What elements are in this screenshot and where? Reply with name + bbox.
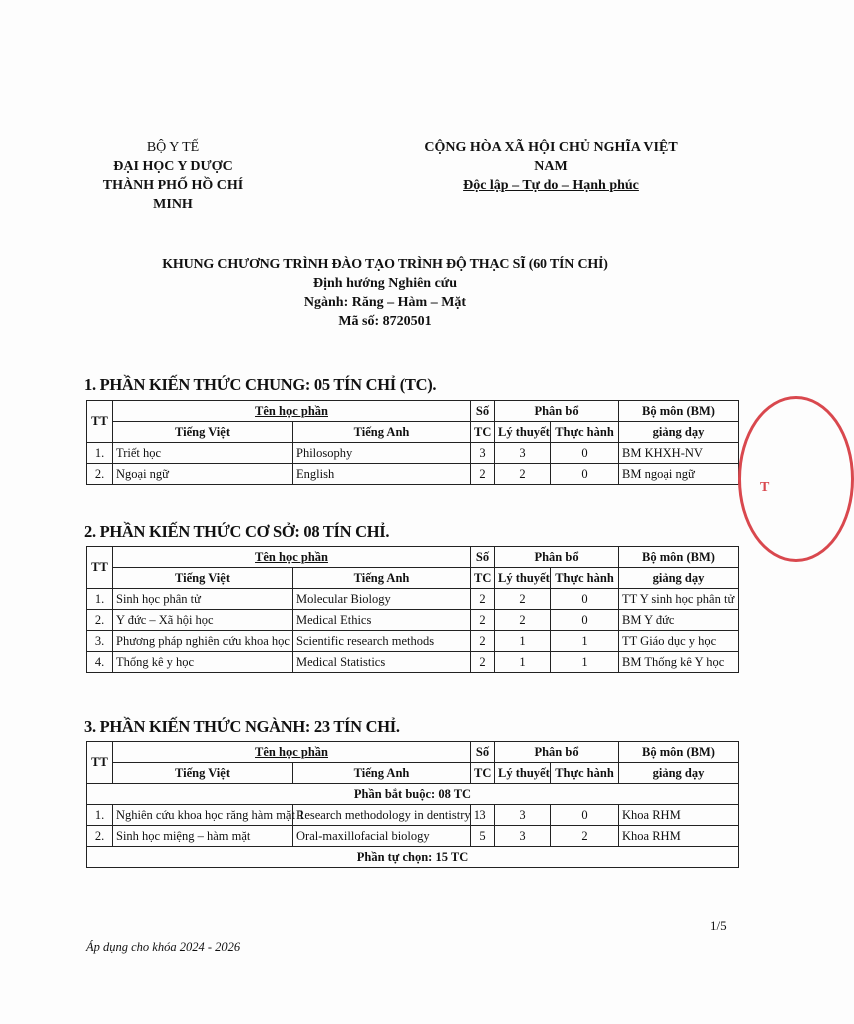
- row-tt: 2.: [87, 610, 113, 631]
- table-row: [87, 589, 739, 610]
- table-row: [87, 610, 739, 631]
- col-vietnamese-header: Tiếng Việt: [113, 422, 293, 443]
- col-tt-header: TT: [87, 547, 113, 589]
- row-lt: 3: [495, 443, 551, 464]
- header-ministry: [88, 138, 258, 214]
- row-lt: 3: [495, 805, 551, 826]
- row-en: Research methodology in dentistry 1: [293, 805, 471, 826]
- header-nation: [420, 138, 682, 195]
- row-tc: 3: [471, 443, 495, 464]
- row-lt: 2: [495, 610, 551, 631]
- col-practice-header: Thực hành: [551, 763, 619, 784]
- official-stamp: [738, 396, 854, 562]
- row-tt: 4.: [87, 652, 113, 673]
- col-english-header: Tiếng Anh: [293, 763, 471, 784]
- col-dept-header-1: Bộ môn (BM): [619, 742, 739, 763]
- nation-name: CỘNG HÒA XÃ HỘI CHỦ NGHĨA VIỆT NAM: [424, 140, 678, 174]
- required-part-row: [87, 784, 739, 805]
- row-lt: 2: [495, 589, 551, 610]
- row-tt: 2.: [87, 826, 113, 847]
- col-english-header: Tiếng Anh: [293, 422, 471, 443]
- row-tc: 5: [471, 826, 495, 847]
- row-vi: Nghiên cứu khoa học răng hàm mặt 1: [113, 805, 293, 826]
- row-vi: Y đức – Xã hội học: [113, 610, 293, 631]
- stamp-letter: T: [760, 480, 770, 495]
- row-dept: BM Y đức: [619, 610, 739, 631]
- row-vi: Ngoại ngữ: [113, 464, 293, 485]
- col-so-header: Số: [471, 742, 495, 763]
- elective-part-label: Phần tự chọn: 15 TC: [87, 847, 739, 868]
- col-dept-header-2: giảng dạy: [619, 422, 739, 443]
- row-th: 0: [551, 464, 619, 485]
- row-th: 0: [551, 610, 619, 631]
- col-tc-header: TC: [471, 568, 495, 589]
- row-tt: 2.: [87, 464, 113, 485]
- required-part-label: Phần bắt buộc: 08 TC: [87, 784, 739, 805]
- university-name: ĐẠI HỌC Y DƯỢC: [113, 159, 233, 174]
- col-allocation-header: Phân bổ: [495, 742, 619, 763]
- row-tc: 2: [471, 652, 495, 673]
- col-course-name-header: Tên học phần: [113, 742, 471, 763]
- row-tt: 1.: [87, 805, 113, 826]
- program-code: Mã số: 8720501: [338, 314, 432, 329]
- document-title-block: [150, 255, 620, 331]
- col-so-header: Số: [471, 401, 495, 422]
- row-tc: 3: [471, 805, 495, 826]
- row-dept: TT Y sinh học phân tử: [619, 589, 739, 610]
- col-dept-header-2: giảng dạy: [619, 763, 739, 784]
- col-practice-header: Thực hành: [551, 568, 619, 589]
- col-theory-header: Lý thuyết: [495, 763, 551, 784]
- elective-part-row: [87, 847, 739, 868]
- row-vi: Phương pháp nghiên cứu khoa học: [113, 631, 293, 652]
- col-dept-header-1: Bộ môn (BM): [619, 401, 739, 422]
- row-dept: TT Giáo dục y học: [619, 631, 739, 652]
- col-course-name-header: Tên học phần: [113, 547, 471, 568]
- row-tc: 2: [471, 589, 495, 610]
- row-dept: Khoa RHM: [619, 826, 739, 847]
- section-2-title: 2. PHẦN KIẾN THỨC CƠ SỞ: 08 TÍN CHỈ.: [84, 522, 390, 541]
- section-1-title: 1. PHẦN KIẾN THỨC CHUNG: 05 TÍN CHỈ (TC).: [84, 375, 437, 394]
- footer-note: Áp dụng cho khóa 2024 - 2026: [86, 940, 241, 954]
- col-tc-header: TC: [471, 422, 495, 443]
- row-dept: BM Thống kê Y học: [619, 652, 739, 673]
- col-theory-header: Lý thuyết: [495, 422, 551, 443]
- table-row: [87, 631, 739, 652]
- col-dept-header-1: Bộ môn (BM): [619, 547, 739, 568]
- row-vi: Triết học: [113, 443, 293, 464]
- table-row: [87, 826, 739, 847]
- table-row: [87, 652, 739, 673]
- university-city: THÀNH PHỐ HỒ CHÍ MINH: [102, 178, 244, 212]
- section-2-table: [86, 546, 739, 673]
- col-allocation-header: Phân bổ: [495, 401, 619, 422]
- nation-motto: Độc lập – Tự do – Hạnh phúc: [463, 178, 639, 193]
- row-vi: Thống kê y học: [113, 652, 293, 673]
- row-tt: 3.: [87, 631, 113, 652]
- row-lt: 2: [495, 464, 551, 485]
- col-tt-header: TT: [87, 401, 113, 443]
- col-vietnamese-header: Tiếng Việt: [113, 568, 293, 589]
- col-course-name-header: Tên học phần: [113, 401, 471, 422]
- row-dept: BM KHXH-NV: [619, 443, 739, 464]
- col-english-header: Tiếng Anh: [293, 568, 471, 589]
- col-so-header: Số: [471, 547, 495, 568]
- ministry-name: BỘ Y TẾ: [146, 140, 200, 155]
- col-practice-header: Thực hành: [551, 422, 619, 443]
- row-en: Philosophy: [293, 443, 471, 464]
- row-lt: 1: [495, 631, 551, 652]
- row-tc: 2: [471, 610, 495, 631]
- section-3-table: [86, 741, 739, 868]
- col-dept-header-2: giảng dạy: [619, 568, 739, 589]
- program-orientation: Định hướng Nghiên cứu: [313, 276, 457, 291]
- row-lt: 3: [495, 826, 551, 847]
- row-vi: Sinh học miệng – hàm mặt: [113, 826, 293, 847]
- col-tc-header: TC: [471, 763, 495, 784]
- col-tt-header: TT: [87, 742, 113, 784]
- col-allocation-header: Phân bổ: [495, 547, 619, 568]
- section-1-table: [86, 400, 739, 485]
- row-dept: BM ngoại ngữ: [619, 464, 739, 485]
- row-en: Molecular Biology: [293, 589, 471, 610]
- row-tc: 2: [471, 631, 495, 652]
- row-en: Medical Ethics: [293, 610, 471, 631]
- col-theory-header: Lý thuyết: [495, 568, 551, 589]
- row-tt: 1.: [87, 589, 113, 610]
- program-major: Ngành: Răng – Hàm – Mặt: [303, 295, 467, 310]
- section-3-title: 3. PHẦN KIẾN THỨC NGÀNH: 23 TÍN CHỈ.: [84, 717, 400, 736]
- row-tc: 2: [471, 464, 495, 485]
- row-lt: 1: [495, 652, 551, 673]
- row-th: 1: [551, 631, 619, 652]
- row-dept: Khoa RHM: [619, 805, 739, 826]
- table-row: [87, 464, 739, 485]
- row-th: 0: [551, 805, 619, 826]
- row-th: 0: [551, 443, 619, 464]
- table-row: [87, 443, 739, 464]
- table-row: [87, 805, 739, 826]
- row-en: English: [293, 464, 471, 485]
- row-en: Oral-maxillofacial biology: [293, 826, 471, 847]
- row-th: 1: [551, 652, 619, 673]
- document-title: KHUNG CHƯƠNG TRÌNH ĐÀO TẠO TRÌNH ĐỘ THẠC SĨ (60 TÍN CHỈ): [162, 257, 608, 272]
- row-tt: 1.: [87, 443, 113, 464]
- row-en: Scientific research methods: [293, 631, 471, 652]
- page-number: 1/5: [710, 918, 727, 933]
- row-en: Medical Statistics: [293, 652, 471, 673]
- row-vi: Sinh học phân tử: [113, 589, 293, 610]
- col-vietnamese-header: Tiếng Việt: [113, 763, 293, 784]
- row-th: 2: [551, 826, 619, 847]
- row-th: 0: [551, 589, 619, 610]
